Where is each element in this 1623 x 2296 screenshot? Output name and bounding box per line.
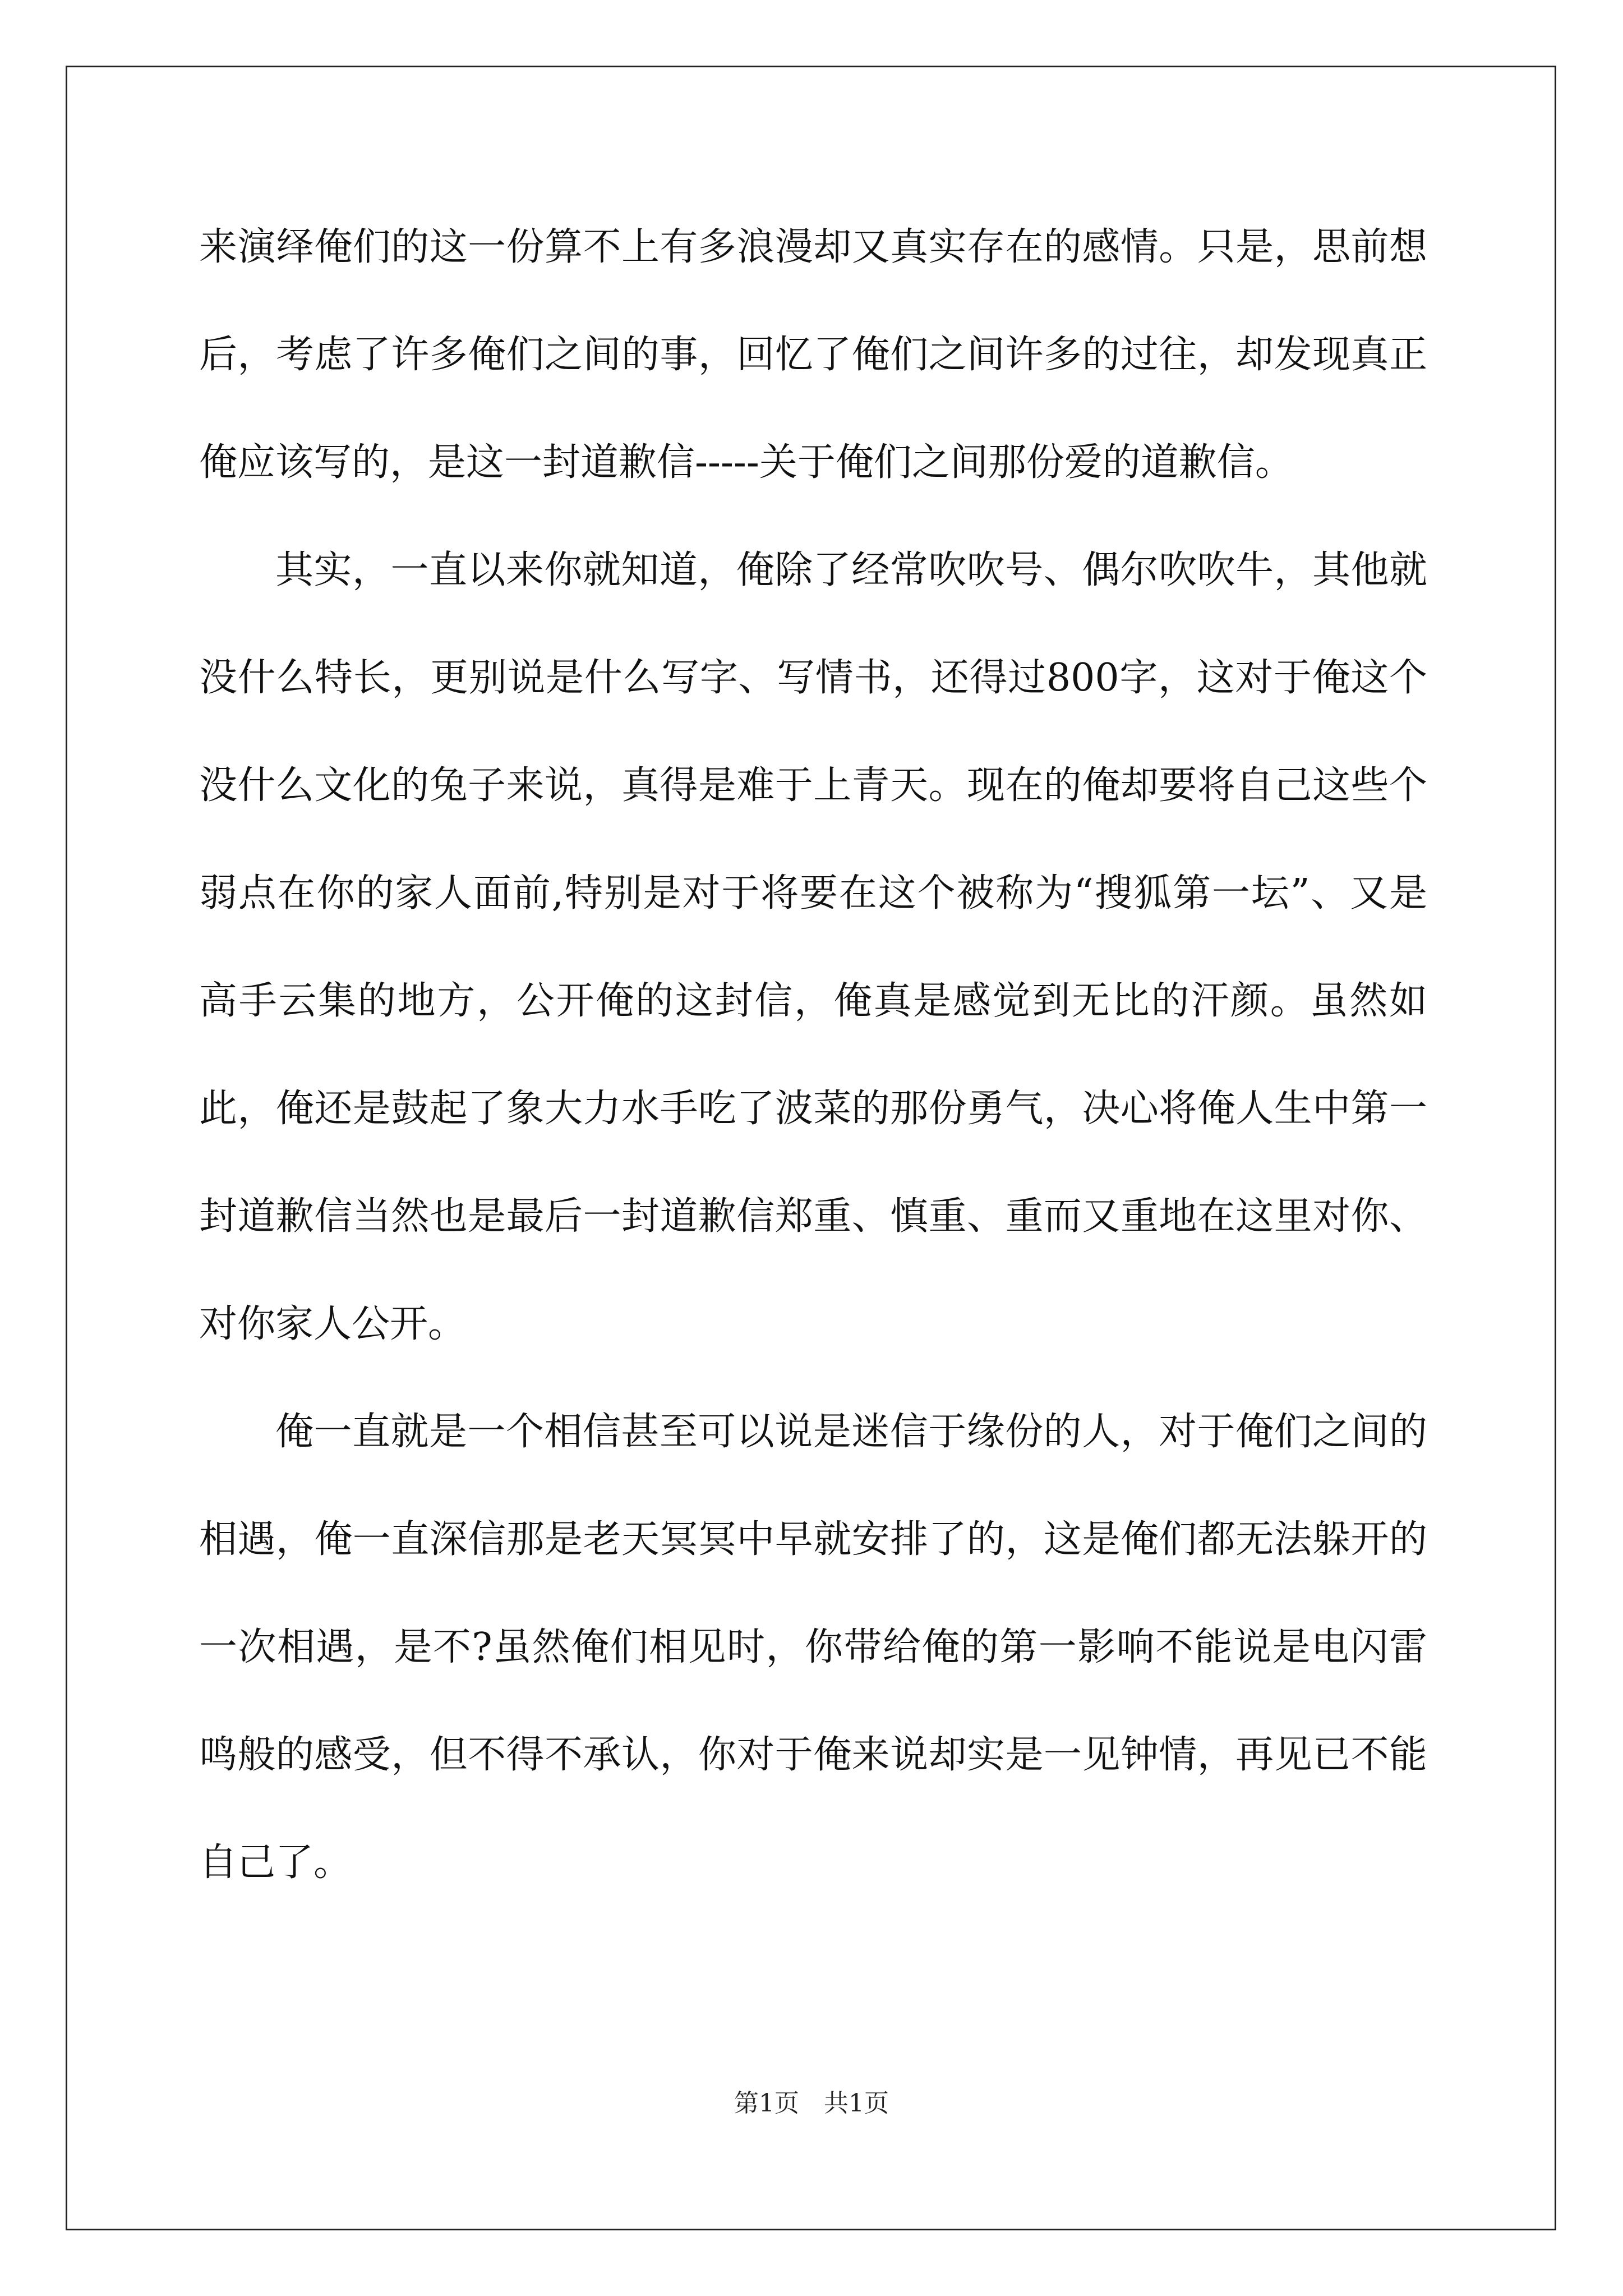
- paragraph-2: 其实，一直以来你就知道，俺除了经常吹吹号、偶尔吹吹牛，其他就没什么特长，更别说是什么写字、写情书，还得过800字，这对于俺这个没什么文化的兔子来说，真得是难于上青天。现在的俺却要将自己这些个弱点在你的家人面前,特别是对于将要在这个被称为“搜狐第一坛”、又是高手云集的地方，公开俺的这封信，俺真是感觉到无比的汗颜。虽然如此，俺还是鼓起了象大力水手吃了波菜的那份勇气，决心将俺人生中第一封道歉信当然也是最后一封道歉信郑重、慎重、重而又重地在这里对你、对你家人公开。: [199, 548, 1427, 1346]
- paragraph-3: 俺一直就是一个相信甚至可以说是迷信于缘份的人，对于俺们之间的相遇，俺一直深信那是老天冥冥中早就安排了的，这是俺们都无法躲开的一次相遇，是不?虽然俺们相见时，你带给俺的第一影响不能说是电闪雷鸣般的感受，但不得不承认，你对于俺来说却实是一见钟情，再见已不能自己了。: [199, 1410, 1427, 1885]
- document-body: [199, 194, 1427, 1917]
- page-number-footer: 第1页 共1页: [734, 2089, 889, 2118]
- paragraph-1: 来演绎俺们的这一份算不上有多浪漫却又真实存在的感情。只是，思前想后，考虑了许多俺们之间的事，回忆了俺们之间许多的过往，却发现真正俺应该写的，是这一封道歉信-----关于俺们之间那份爱的道歉信。: [199, 225, 1427, 485]
